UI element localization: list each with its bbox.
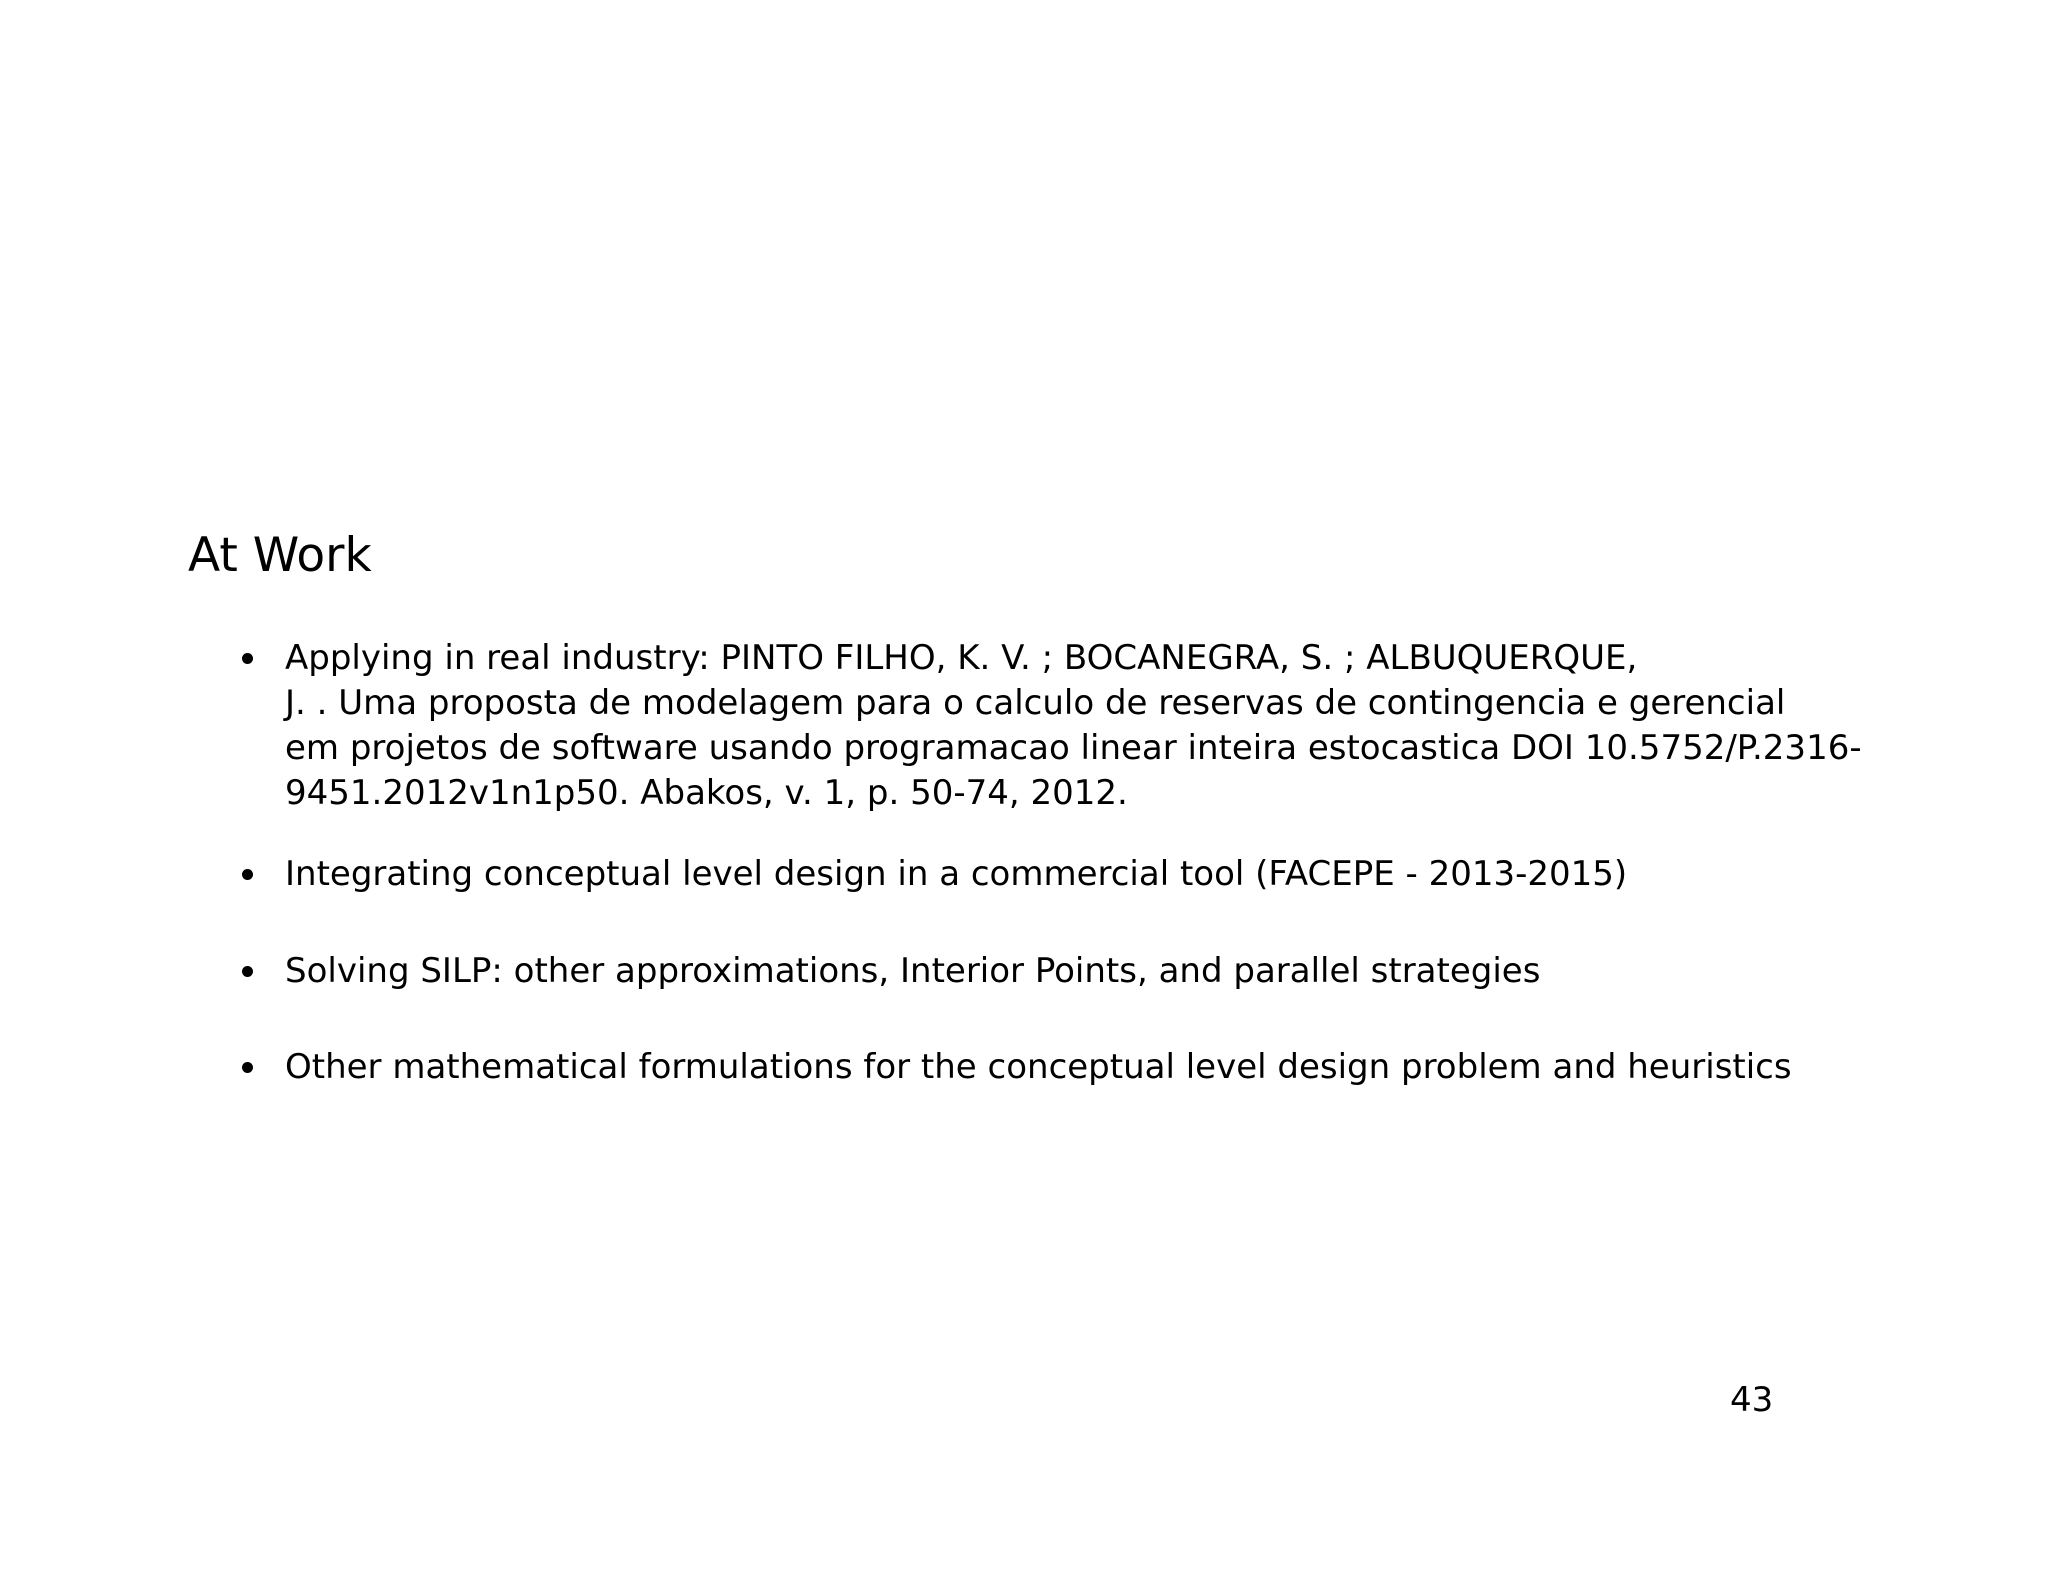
bullet-item-other-formulations bbox=[285, 1045, 1965, 1090]
bullet-dot-icon bbox=[242, 1062, 253, 1073]
bullet-item-industry-reference bbox=[285, 636, 1965, 816]
bullet-dot-icon bbox=[242, 966, 253, 977]
bullet-line: 9451.2012v1n1p50. Abakos, v. 1, p. 50-74, 2012. bbox=[285, 773, 1128, 813]
bullet-item-commercial-tool bbox=[285, 852, 1965, 897]
slide-title: At Work bbox=[188, 528, 372, 583]
bullet-line: Applying in real industry: PINTO FILHO, K. V. ; BOCANEGRA, S. ; ALBUQUERQUE, bbox=[285, 638, 1638, 678]
bullet-line: em projetos de software usando programacao linear inteira estocastica DOI 10.5752/P.2316- bbox=[285, 728, 1862, 768]
bullet-dot-icon bbox=[242, 869, 253, 880]
page-number: 43 bbox=[1730, 1380, 1774, 1420]
bullet-text: Solving SILP: other approximations, Interior Points, and parallel strategies bbox=[285, 951, 1541, 991]
bullet-text: Other mathematical formulations for the conceptual level design problem and heuristics bbox=[285, 1047, 1792, 1087]
bullet-text bbox=[285, 636, 1965, 816]
bullet-item-solving-silp bbox=[285, 949, 1965, 994]
bullet-line: J. . Uma proposta de modelagem para o calculo de reservas de contingencia e gerencial bbox=[285, 683, 1786, 723]
bullet-dot-icon bbox=[242, 653, 253, 664]
bullet-text: Integrating conceptual level design in a commercial tool (FACEPE - 2013-2015) bbox=[285, 854, 1628, 894]
